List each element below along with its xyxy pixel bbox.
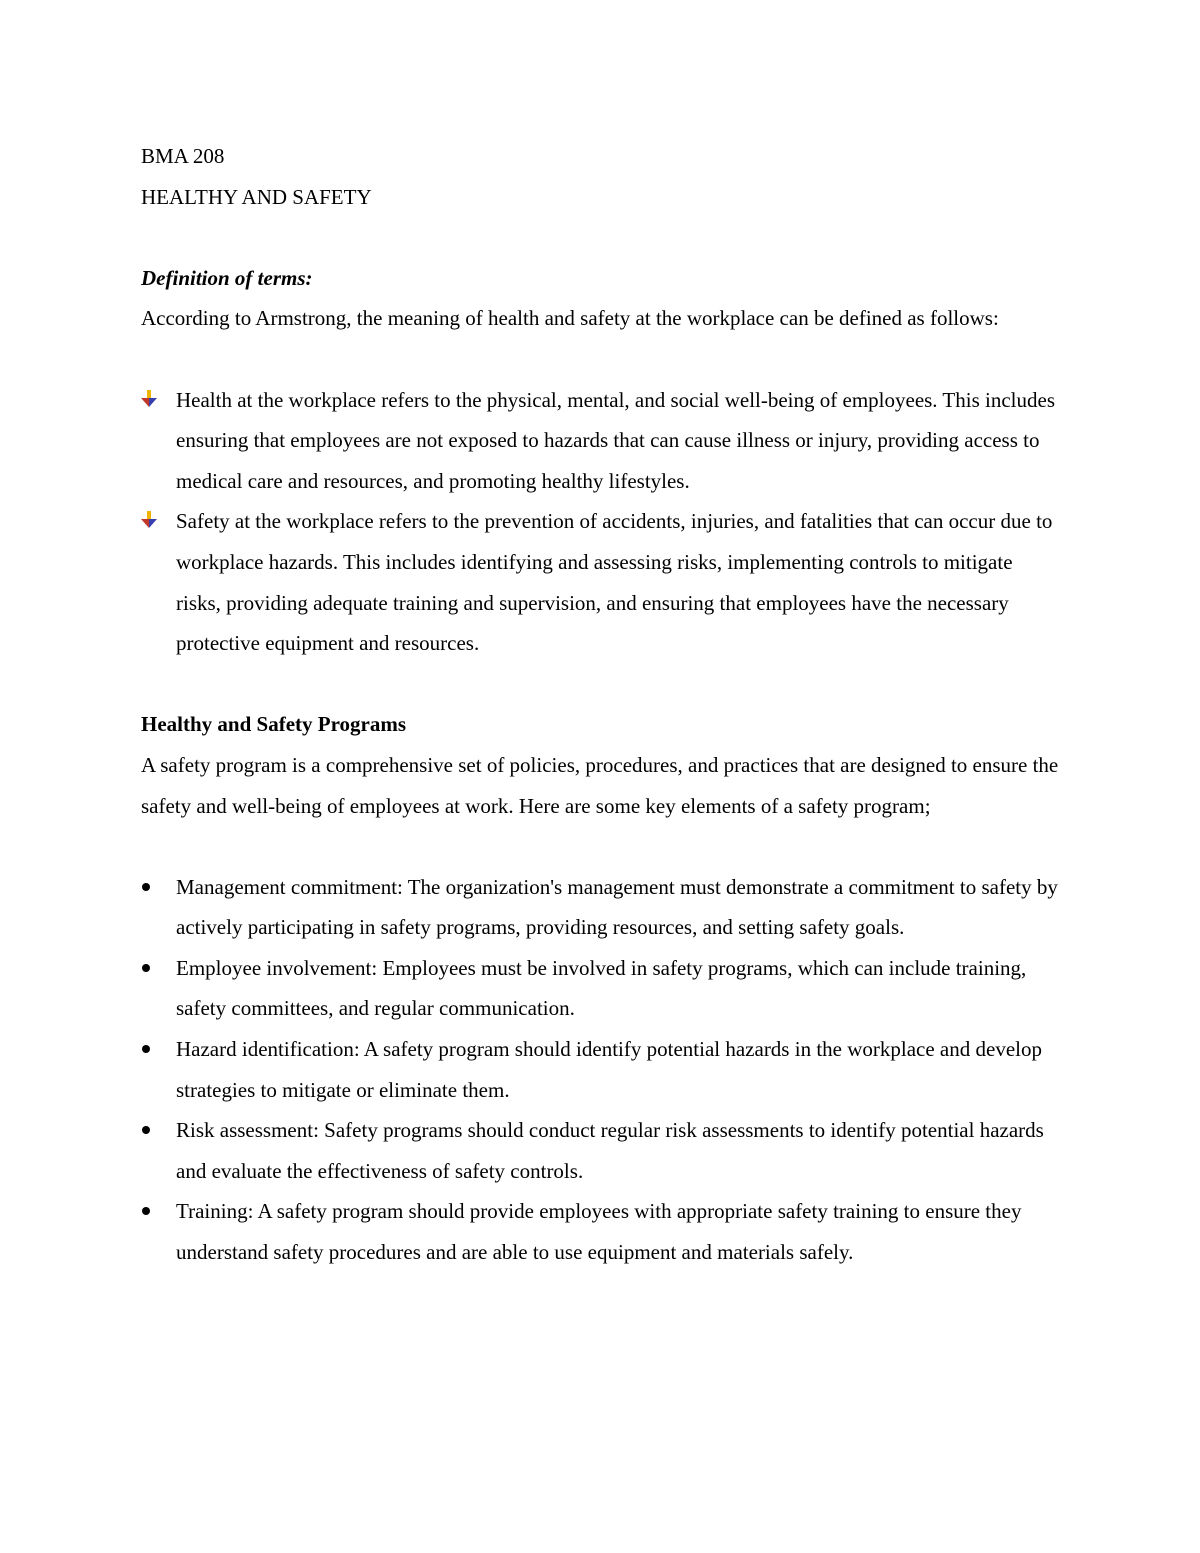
- down-arrow-bullet-icon: [141, 390, 157, 408]
- program-item-training: [141, 1191, 1061, 1272]
- definition-item-text: Safety at the workplace refers to the prevention of accidents, injuries, and fatalities that can occur due to workplace hazards. This includes identifying and assessing risks, implementing controls to mitigate risks, providing adequate training and supervision, and ensuring that employees have the necessary protective equipment and resources.: [176, 509, 1053, 656]
- spacer: [141, 664, 1061, 705]
- definitions-heading: Definition of terms:: [141, 265, 313, 290]
- spacer: [141, 217, 1061, 258]
- filled-circle-bullet-icon: [142, 1126, 150, 1134]
- down-arrow-bullet-icon: [141, 511, 157, 529]
- filled-circle-bullet-icon: [142, 1207, 150, 1215]
- program-item-text: Employee involvement: Employees must be involved in safety programs, which can include training, safety committees, and regular communication.: [176, 955, 1027, 1021]
- document-body: [141, 136, 1061, 1273]
- program-item-text: Risk assessment: Safety programs should conduct regular risk assessments to identify potential hazards and evaluate the effectiveness of safety controls.: [176, 1118, 1044, 1183]
- spacer: [141, 339, 1061, 380]
- programs-intro: A safety program is a comprehensive set of policies, procedures, and practices that are designed to ensure the safety and well-being of employees at work. Here are some key elements of a safety program;: [141, 752, 1059, 818]
- program-item-hazard-identification: [141, 1029, 1061, 1110]
- program-item-text: Training: A safety program should provide employees with appropriate safety training to ensure they understand safety procedures and are able to use equipment and materials safely.: [176, 1199, 1022, 1265]
- spacer: [141, 826, 1061, 867]
- programs-list: [141, 867, 1061, 1273]
- program-item-risk-assessment: [141, 1110, 1061, 1191]
- definition-item-safety: [141, 501, 1061, 663]
- filled-circle-bullet-icon: [142, 883, 150, 891]
- filled-circle-bullet-icon: [142, 1045, 150, 1053]
- program-item-employee-involvement: [141, 948, 1061, 1029]
- definition-item-text: Health at the workplace refers to the physical, mental, and social well-being of employees. This includes ensuring that employees are not exposed to hazards that can cause illness or injury, providing access to medical care and resources, and promoting healthy lifestyles.: [176, 387, 1055, 493]
- program-item-text: Management commitment: The organization's management must demonstrate a commitment to safety by actively participating in safety programs, providing resources, and setting safety goals.: [176, 874, 1058, 940]
- definitions-intro: According to Armstrong, the meaning of health and safety at the workplace can be defined as follows:: [141, 306, 999, 331]
- definitions-list: [141, 380, 1061, 664]
- definition-item-health: [141, 380, 1061, 502]
- programs-heading: Healthy and Safety Programs: [141, 712, 407, 737]
- course-code: BMA 208: [141, 144, 225, 168]
- document-title: HEALTHY AND SAFETY: [141, 184, 372, 209]
- program-item-management: [141, 867, 1061, 948]
- program-item-text: Hazard identification: A safety program should identify potential hazards in the workplace and develop strategies to mitigate or eliminate them.: [176, 1037, 1042, 1102]
- filled-circle-bullet-icon: [142, 964, 150, 972]
